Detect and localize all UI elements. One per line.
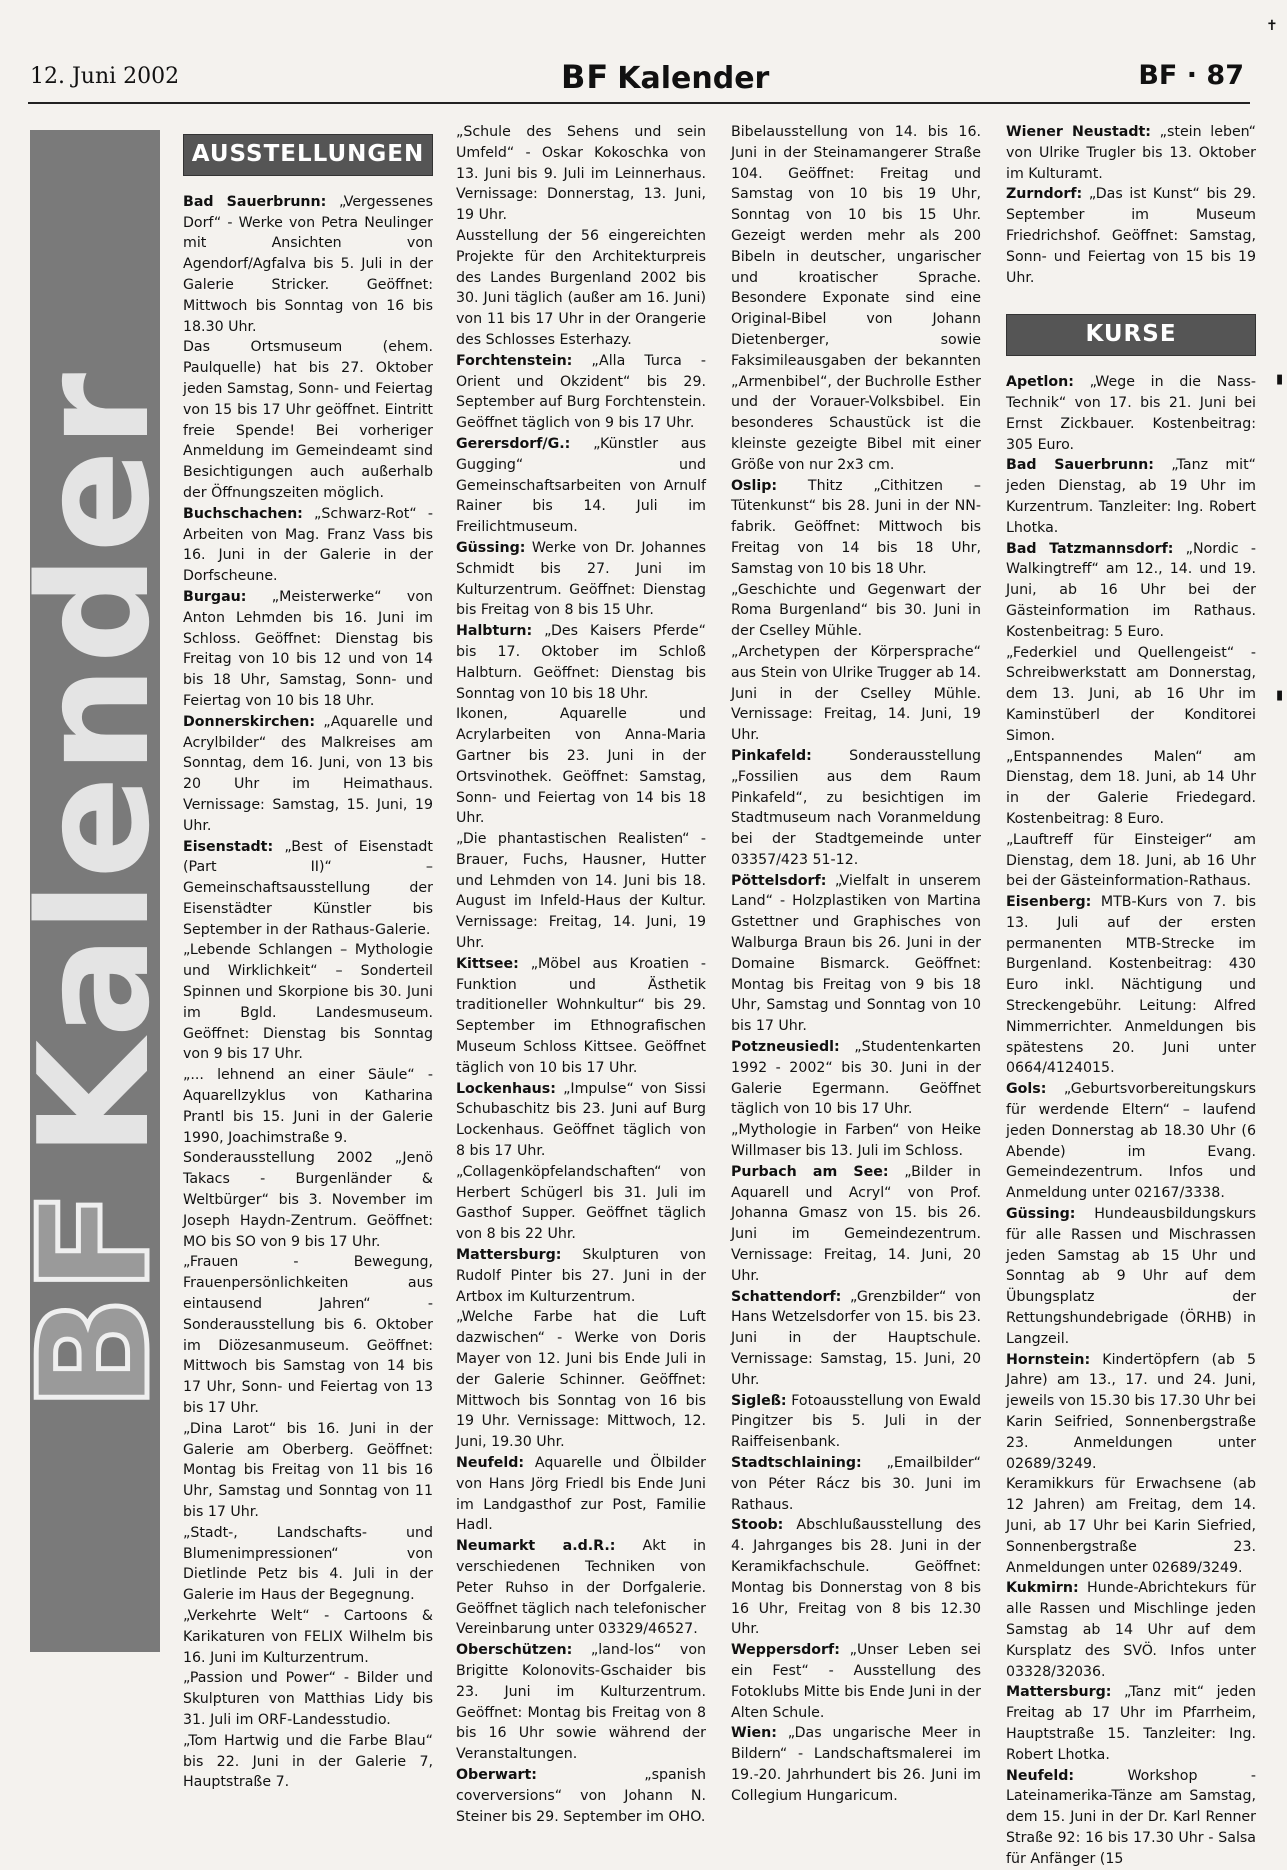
entry-place: Burgau:	[183, 588, 247, 605]
calendar-entry	[456, 704, 706, 829]
entries-col3	[731, 122, 981, 1807]
entry-text: Hundeausbildungskurs für alle Rassen und Mischrassen jeden Samstag ab 15 Uhr und Sonntag ab 9 Uhr auf dem Übungsplatz der Rettungshundebrigade (ÖRHB) in Langzeil.	[1006, 1206, 1256, 1347]
calendar-entry	[183, 192, 433, 338]
entry-text: „... lehnend an einer Säule“ - Aquarellzyklus von Katharina Prantl bis 15. Juni in der Galerie 1990, Joachimstraße 9.	[183, 1067, 433, 1146]
entry-text: „stein leben“ von Ulrike Trugler bis 13. Oktober im Kulturamt.	[1006, 124, 1256, 182]
entry-place: Oberwart:	[456, 1766, 537, 1783]
entry-place: Pinkafeld:	[731, 747, 812, 764]
margin-bullet: ▮	[1276, 372, 1284, 387]
page-number: BF · 87	[1138, 60, 1244, 91]
entry-text: „Unser Leben sei ein Fest“ - Ausstellung des Fotoklubs Mitte bis Ende Juni in der Alten Schule.	[731, 1642, 981, 1721]
entry-text: Workshop - Lateinamerika-Tänze am Samstag, dem 15. Juni in der Dr. Karl Renner Straße 92: 16 bis 17.30 Uhr - Salsa für Anfänger (15	[1006, 1767, 1256, 1867]
sidebar-kalender: Kalender	[6, 370, 183, 1158]
entry-text: „Best of Eisenstadt (Part II)“ – Gemeinschaftsausstellung der Eisenstädter Künstler bis September in der Rathaus-Galerie.	[183, 838, 433, 938]
entry-text: Thitz „Cithitzen – Tütenkunst“ bis 28. Juni in der NN-fabrik. Geöffnet: Mittwoch bis Freitag von 14 bis 18 Uhr, Samstag von 10 bis 18 Uhr.	[731, 477, 981, 577]
calendar-entry	[456, 1079, 706, 1162]
entry-place: Oberschützen:	[456, 1642, 573, 1659]
calendar-entry	[456, 1765, 706, 1827]
entry-text: Abschlußausstellung des 4. Jahrganges bis 28. Juni in der Keramikfachschule. Geöffnet: Montag bis Donnerstag von 8 bis 16 Uhr, Freitag von 8 bis 12.30 Uhr.	[731, 1517, 981, 1638]
calendar-entry	[731, 1515, 981, 1640]
entry-text: Kindertöpfern (ab 5 Jahre) am 13., 17. und 24. Juni, jeweils von 15.30 bis 17.30 Uhr bei Karin Seifried, Sonnenbergstraße 23. Anmeldungen unter 02689/3249.	[1006, 1351, 1256, 1472]
entry-text: „Impulse“ von Sissi Schubaschitz bis 23. Juni auf Burg Lockenhaus. Geöffnet täglich von 8 bis 17 Uhr.	[456, 1080, 706, 1160]
entry-text: Sonderausstellung „Fossilien aus dem Raum Pinkafeld“, zu besichtigen im Stadtmuseum nach Voranmeldung bei der Stadtgemeinde unter 03357/423 51-12.	[731, 747, 981, 868]
entry-text: „Schwarz-Rot“ - Arbeiten von Mag. Franz Vass bis 16. Juni in der Galerie in der Dorfscheune.	[183, 505, 433, 585]
entry-text: „Geschichte und Gegenwart der Roma Burgenland“ bis 30. Juni in der Cselley Mühle.	[731, 581, 981, 640]
calendar-entry	[456, 621, 706, 704]
column-1	[183, 122, 433, 1793]
entry-text: Bibelausstellung von 14. bis 16. Juni in der Steinamangerer Straße 104. Geöffnet: Freitag und Samstag von 10 bis 19 Uhr, Sonntag von 10 bis 15 Uhr. Gezeigt werden mehr als 200 Bibeln in deutscher, ungarischer und kroatischer Sprache. Besondere Exponate sind eine Original-Bibel von Johann Dietenberger, sowie Faksimileausgaben der bekannten „Armenbibel“, der Buchrolle Esther und der Vorauer-Volksbibel. Ein besonderes Schaustück ist die kleinste gezeigte Bibel mit einer Größe von nur 2x3 cm.	[731, 124, 981, 473]
entry-text: „Meisterwerke“ von Anton Lehmden bis 16. Juni im Schloss. Geöffnet: Dienstag bis Freitag von 10 bis 12 und von 14 bis 18 Uhr, Samstag, Sonn- und Feiertag von 10 bis 18 Uhr.	[183, 588, 433, 709]
entry-text: Sonderausstellung 2002 „Jenö Takacs - Burgenländer & Weltbürger“ bis 3. November im Joseph Haydn-Zentrum. Geöffnet: MO bis SO von 9 bis 17 Uhr.	[183, 1150, 433, 1250]
entry-place: Eisenberg:	[1006, 894, 1092, 911]
calendar-entry	[731, 1120, 981, 1162]
entry-place: Mattersburg:	[1006, 1684, 1112, 1701]
calendar-entry	[1006, 1204, 1256, 1350]
entry-text: „Möbel aus Kroatien - Funktion und Ästhetik traditioneller Wohnkultur“ bis 29. September im Ethnografischen Museum Schloss Kittsee. Geöffnet täglich von 10 bis 17 Uhr.	[456, 955, 706, 1076]
calendar-entry	[183, 1523, 433, 1606]
column-2	[456, 122, 706, 1827]
entries-col4a	[1006, 122, 1256, 288]
entry-place: Gols:	[1006, 1081, 1047, 1098]
entry-place: Neufeld:	[456, 1455, 525, 1471]
entry-place: Weppersdorf:	[731, 1642, 840, 1659]
entry-text: „Vielfalt in unserem Land“ - Holzplastiken von Martina Gstettner und Graphisches von Walburga Braun bis 26. Juni in der Domaine Bismarck. Geöffnet: Montag bis Freitag von 9 bis 18 Uhr, Samstag und Sonntag von 10 bis 17 Uhr.	[731, 872, 981, 1035]
calendar-entry	[731, 1162, 981, 1287]
calendar-entry	[1006, 539, 1256, 643]
entry-text: Das Ortsmuseum (ehem. Paulquelle) hat bis 27. Oktober jeden Samstag, Sonn- und Feiertag von 15 bis 17 Uhr geöffnet. Eintritt freie Spende! Bei vorheriger Anmeldung im Gemeindeamt sind Besichtigungen auch außerhalb der Öffnungszeiten möglich.	[183, 339, 433, 501]
entry-text: „Collagenköpfelandschaften“ von Herbert Schügerl bis 31. Juli im Gasthof Supper. Geöffnet täglich von 8 bis 22 Uhr.	[456, 1163, 706, 1243]
section-heading-kurse: KURSE	[1006, 314, 1256, 356]
entry-place: Bad Sauerbrunn:	[183, 193, 327, 210]
calendar-entry	[456, 226, 706, 351]
calendar-entry	[1006, 892, 1256, 1079]
entry-text: „Frauen - Bewegung, Frauenpersönlichkeiten aus eintausend Jahren“ - Sonderausstellung bis 6. Oktober im Diözesanmuseum. Geöffnet: Mittwoch bis Samstag von 14 bis 17 Uhr, Sonn- und Feiertag von 13 bis 17 Uhr.	[183, 1254, 433, 1417]
entry-place: Bad Tatzmannsdorf:	[1006, 540, 1174, 557]
calendar-entry	[731, 580, 981, 642]
entry-place: Apetlon:	[1006, 374, 1074, 391]
entry-text: „Archetypen der Körpersprache“ aus Stein von Ulrike Trugger ab 14. Juni in der Cselley Mühle. Vernissage: Freitag, 14. Juni, 19 Uhr.	[731, 643, 981, 744]
entry-text: „Vergessenes Dorf“ - Werke von Petra Neulinger mit Ansichten von Agendorf/Agfalva bis 5. Juli in der Galerie Stricker. Geöffnet: Mittwoch bis Sonntag von 16 bis 18.30 Uhr.	[183, 193, 433, 335]
column-3	[731, 122, 981, 1807]
calendar-entry	[1006, 1350, 1256, 1475]
entry-place: Potzneusiedl:	[731, 1039, 840, 1056]
calendar-entry	[456, 954, 706, 1079]
calendar-entry	[183, 337, 433, 503]
entry-text: „Lebende Schlangen – Mythologie und Wirklichkeit“ – Sonderteil Spinnen und Skorpione bis 30. Juni im Bgld. Landesmuseum. Geöffnet: Dienstag bis Sonntag von 9 bis 17 Uhr.	[183, 942, 433, 1063]
calendar-entry	[1006, 122, 1256, 184]
calendar-entry	[731, 1287, 981, 1391]
calendar-entry	[1006, 1682, 1256, 1765]
calendar-entry	[183, 1148, 433, 1252]
entry-text: Ausstellung der 56 eingereichten Projekte für den Architekturpreis des Landes Burgenland 2002 bis 30. Juni täglich (außer am 16. Juni) von 11 bis 17 Uhr in der Orangerie des Schlosses Esterhazy.	[456, 227, 706, 348]
calendar-entry	[1006, 372, 1256, 455]
sidebar-banner	[6, 130, 183, 1652]
entry-text: „Entspannendes Malen“ am Dienstag, dem 18. Juni, ab 14 Uhr in der Galerie Friedegard. Kostenbeitrag: 8 Euro.	[1006, 748, 1256, 827]
entry-text: „Stadt-, Landschafts- und Blumenimpressionen“ von Dietlinde Petz bis 4. Juli in der Galerie im Haus der Begegnung.	[183, 1524, 433, 1604]
calendar-entry	[183, 587, 433, 712]
entry-text: „Tanz mit“ jeden Dienstag, ab 19 Uhr im Kurzentrum. Tanzleiter: Ing. Robert Lhotka.	[1006, 457, 1256, 536]
entry-text: „Passion und Power“ - Bilder und Skulpturen von Matthias Lidy bis 31. Juli im ORF-Landesstudio.	[183, 1670, 433, 1728]
calendar-entry	[731, 642, 981, 746]
calendar-entry	[1006, 1474, 1256, 1578]
entry-place: Buchschachen:	[183, 505, 303, 522]
calendar-entry	[183, 1606, 433, 1668]
entries-col2	[456, 122, 706, 1827]
calendar-entry	[1006, 1766, 1256, 1870]
entry-text: „Nordic - Walkingtreff“ am 12., 14. und 19. Juni, ab 16 Uhr bei der Gästeinformation im Rathaus. Kostenbeitrag: 5 Euro.	[1006, 540, 1256, 640]
column-4	[1006, 122, 1256, 1870]
entry-place: Bad Sauerbrunn:	[1006, 457, 1154, 474]
calendar-entry	[456, 1245, 706, 1307]
entry-text: „Grenzbilder“ von Hans Wetzelsdorfer von 15. bis 23. Juni in der Hauptschule. Vernissage: Samstag, 15. Juni, 20 Uhr.	[731, 1288, 981, 1388]
entry-place: Neumarkt a.d.R.:	[456, 1538, 616, 1555]
calendar-entry	[183, 1731, 433, 1793]
entry-text: „Verkehrte Welt“ - Cartoons & Karikaturen von FELIX Wilhelm bis 16. Juni im Kulturzentrum.	[183, 1607, 433, 1666]
calendar-entry	[1006, 830, 1256, 892]
entry-place: Kukmirn:	[1006, 1580, 1079, 1597]
entry-place: Purbach am See:	[731, 1163, 889, 1180]
page-title	[561, 58, 769, 96]
entry-place: Wiener Neustadt:	[1006, 124, 1151, 140]
calendar-entry	[731, 1640, 981, 1723]
calendar-entry	[1006, 643, 1256, 747]
calendar-entry	[183, 712, 433, 837]
entry-place: Stadtschlaining:	[731, 1455, 862, 1471]
entry-text: MTB-Kurs von 7. bis 13. Juli auf der ersten permanenten MTB-Strecke im Burgenland. Kostenbeitrag: 430 Euro inkl. Nächtigung und Streckengebühr. Leitung: Alfred Nimmerrichter. Anmeldungen bis spätestens 20. Juni unter 0664/4124015.	[1006, 894, 1256, 1077]
entry-place: Neufeld:	[1006, 1767, 1075, 1784]
calendar-entry	[1006, 184, 1256, 288]
calendar-entry	[183, 1419, 433, 1523]
entry-place: Gerersdorf/G.:	[456, 435, 571, 452]
entry-text: „spanish coverversions“ von Johann N. Steiner bis 29. September im OHO.	[456, 1766, 706, 1825]
calendar-entry	[731, 746, 981, 871]
entry-place: Eisenstadt:	[183, 838, 274, 855]
entry-text: Akt in verschiedenen Techniken von Peter Ruhso in der Dorfgalerie. Geöffnet täglich nach telefonischer Vereinbarung unter 03329/46527.	[456, 1538, 706, 1638]
entry-text: Skulpturen von Rudolf Pinter bis 27. Juni in der Artbox im Kulturzentrum.	[456, 1247, 706, 1305]
entry-place: Sigleß:	[731, 1392, 787, 1409]
entry-text: „Das ungarische Meer in Bildern“ - Landschaftsmalerei im 19.-20. Jahrhundert bis 26. Juni im Collegium Hungaricum.	[731, 1725, 981, 1804]
entry-place: Hornstein:	[1006, 1351, 1091, 1368]
entry-text: Ikonen, Aquarelle und Acrylarbeiten von Anna-Maria Gartner bis 23. Juni in der Ortsvinothek. Geöffnet: Samstag, Sonn- und Feiertag von 14 bis 18 Uhr.	[456, 706, 706, 827]
calendar-entry	[456, 538, 706, 621]
entry-text: „Lauftreff für Einsteiger“ am Dienstag, dem 18. Juni, ab 16 Uhr bei der Gästeinformation-Rathaus.	[1006, 831, 1256, 890]
entry-text: „Schule des Sehens und sein Umfeld“ - Oskar Kokoschka von 13. Juni bis 9. Juli im Leinnerhaus. Vernissage: Donnerstag, 13. Juni, 19 Uhr.	[456, 124, 706, 224]
page-header	[28, 58, 1250, 104]
entry-text: „Welche Farbe hat die Luft dazwischen“ - Werke von Doris Mayer von 12. Juni bis Ende Juli in der Galerie Schinner. Geöffnet: Mittwoch bis Sonntag von 16 bis 19 Uhr. Vernissage: Mittwoch, 12. Juni, 19.30 Uhr.	[456, 1309, 706, 1451]
entry-place: Güssing:	[1006, 1206, 1076, 1223]
entry-text: „Dina Larot“ bis 16. Juni in der Galerie am Oberberg. Geöffnet: Montag bis Freitag von 11 bis 16 Uhr, Samstag und Sonntag von 11 bis 17 Uhr.	[183, 1420, 433, 1520]
calendar-entry	[183, 940, 433, 1065]
calendar-entry	[456, 1307, 706, 1453]
calendar-entry	[731, 1037, 981, 1120]
calendar-entry	[456, 829, 706, 954]
entry-text: Fotoausstellung von Ewald Pingitzer bis 5. Juli in der Raiffeisenbank.	[731, 1392, 981, 1451]
calendar-entry	[731, 476, 981, 580]
entry-text: „Federkiel und Quellengeist“ - Schreibwerkstatt am Donnerstag, dem 13. Juni, ab 16 Uhr im Kaminstüberl der Konditorei Simon.	[1006, 644, 1256, 744]
entry-text: „Künstler aus Gugging“ und Gemeinschaftsarbeiten von Arnulf Rainer bis 14. Juli im Freilichtmuseum.	[456, 435, 706, 536]
entries-col4b	[1006, 372, 1256, 1869]
entry-place: Mattersburg:	[456, 1247, 562, 1264]
entry-text: „Des Kaisers Pferde“ bis 17. Oktober im Schloß Halbturn. Geöffnet: Dienstag bis Sonntag von 10 bis 18 Uhr.	[456, 623, 706, 702]
entry-text: Hunde-Abrichtekurs für alle Rassen und Mischlinge jeden Samstag ab 14 Uhr auf dem Kursplatz des SVÖ. Infos unter 03328/32036.	[1006, 1580, 1256, 1680]
calendar-entry	[456, 1453, 706, 1536]
entry-place: Forchtenstein:	[456, 352, 573, 369]
calendar-entry	[183, 837, 433, 941]
calendar-entry	[1006, 455, 1256, 538]
entry-place: Donnerskirchen:	[183, 713, 315, 730]
entry-place: Oslip:	[731, 477, 778, 494]
entry-place: Halbturn:	[456, 623, 533, 640]
entry-text: „Studentenkarten 1992 - 2002“ bis 30. Juni in der Galerie Egermann. Geöffnet täglich von 10 bis 17 Uhr.	[731, 1039, 981, 1118]
entry-text: „Mythologie in Farben“ von Heike Willmaser bis 13. Juli im Schloss.	[731, 1122, 981, 1160]
entry-place: Zurndorf:	[1006, 186, 1083, 203]
entry-text: Werke von Dr. Johannes Schmidt bis 27. Juni im Kulturzentrum. Geöffnet: Dienstag bis Freitag von 8 bis 15 Uhr.	[456, 539, 706, 619]
entry-text: „Aquarelle und Acrylbilder“ des Malkreises am Sonntag, dem 16. Juni, von 13 bis 20 Uhr im Heimathaus. Vernissage: Samstag, 15. Juni, 19 Uhr.	[183, 713, 433, 834]
calendar-entry	[456, 122, 706, 226]
entry-place: Kittsee:	[456, 955, 519, 972]
calendar-entry	[731, 1453, 981, 1515]
calendar-entry	[731, 871, 981, 1037]
entry-text: „Tanz mit“ jeden Freitag ab 17 Uhr im Pfarrheim, Hauptstraße 15. Tanzleiter: Ing. Robert Lhotka.	[1006, 1684, 1256, 1763]
calendar-entry	[731, 122, 981, 476]
entry-place: Güssing:	[456, 539, 526, 556]
entry-text: Aquarelle und Ölbilder von Hans Jörg Friedl bis Ende Juni im Landgasthof zur Post, Familie Hadl.	[456, 1455, 706, 1534]
calendar-entry	[183, 1668, 433, 1730]
entry-place: Wien:	[731, 1725, 777, 1742]
title-bf: BF	[561, 58, 610, 96]
sidebar-bf: BF	[6, 1187, 183, 1412]
calendar-entry	[456, 351, 706, 434]
entry-text: „Das ist Kunst“ bis 29. September im Museum Friedrichshof. Geöffnet: Samstag, Sonn- und Feiertag von 15 bis 19 Uhr.	[1006, 186, 1256, 286]
entry-place: Stoob:	[731, 1517, 784, 1534]
margin-bullet: ▮	[1276, 688, 1284, 703]
calendar-entry	[731, 1723, 981, 1806]
title-kalender: Kalender	[617, 61, 770, 96]
entry-text: „land-los“ von Brigitte Kolonovits-Gschaider bis 23. Juni im Kulturzentrum. Geöffnet: Montag bis Freitag von 8 bis 16 Uhr sowie während der Veranstaltungen.	[456, 1642, 706, 1763]
calendar-entry	[731, 1391, 981, 1453]
entries-col1	[183, 192, 433, 1793]
calendar-entry	[456, 1536, 706, 1640]
calendar-entry	[456, 1640, 706, 1765]
calendar-entry	[183, 1065, 433, 1148]
entry-text: „Bilder in Aquarell und Acryl“ von Prof. Johanna Gmasz von 15. bis 26. Juni im Gemeindezentrum. Vernissage: Freitag, 14. Juni, 20 Uhr.	[731, 1163, 981, 1284]
calendar-entry	[183, 1252, 433, 1418]
entry-text: Keramikkurs für Erwachsene (ab 12 Jahren) am Freitag, dem 14. Juni, ab 17 Uhr bei Karin Siefried, Sonnenbergstraße 23. Anmeldungen unter 02689/3249.	[1006, 1476, 1256, 1576]
calendar-entry	[1006, 1578, 1256, 1682]
entry-place: Pöttelsdorf:	[731, 872, 827, 889]
entry-text: „Wege in die Nass-Technik“ von 17. bis 21. Juni bei Ernst Zickbauer. Kostenbeitrag: 305 Euro.	[1006, 374, 1256, 453]
calendar-entry	[1006, 1079, 1256, 1204]
calendar-entry	[456, 1162, 706, 1245]
entry-place: Lockenhaus:	[456, 1080, 556, 1097]
calendar-entry	[456, 434, 706, 538]
entry-text: „Die phantastischen Realisten“ - Brauer, Fuchs, Hausner, Hutter und Lehmden von 14. Juni bis 18. August im Infeld-Haus der Kultur. Vernissage: Freitag, 14. Juni, 19 Uhr.	[456, 831, 706, 952]
issue-date: 12. Juni 2002	[30, 64, 180, 89]
corner-mark: ✝	[1266, 18, 1278, 34]
calendar-entry	[183, 504, 433, 587]
entry-text: „Geburtsvorbereitungskurs für werdende Eltern“ – laufend jeden Donnerstag ab 18.30 Uhr (6 Abende) im Evang. Gemeindezentrum. Infos und Anmeldung unter 02167/3338.	[1006, 1081, 1256, 1202]
section-heading-ausstellungen: AUSSTELLUNGEN	[183, 134, 433, 176]
entry-text: „Tom Hartwig und die Farbe Blau“ bis 22. Juni in der Galerie 7, Hauptstraße 7.	[183, 1732, 433, 1791]
sidebar-vertical-title	[6, 370, 183, 1412]
entry-text: „Alla Turca - Orient und Okzident“ bis 29. September auf Burg Forchtenstein. Geöffnet täglich von 9 bis 17 Uhr.	[456, 352, 706, 432]
entry-place: Schattendorf:	[731, 1288, 842, 1305]
entry-text: „Emailbilder“ von Péter Rácz bis 30. Juni im Rathaus.	[731, 1455, 981, 1513]
calendar-entry	[1006, 747, 1256, 830]
